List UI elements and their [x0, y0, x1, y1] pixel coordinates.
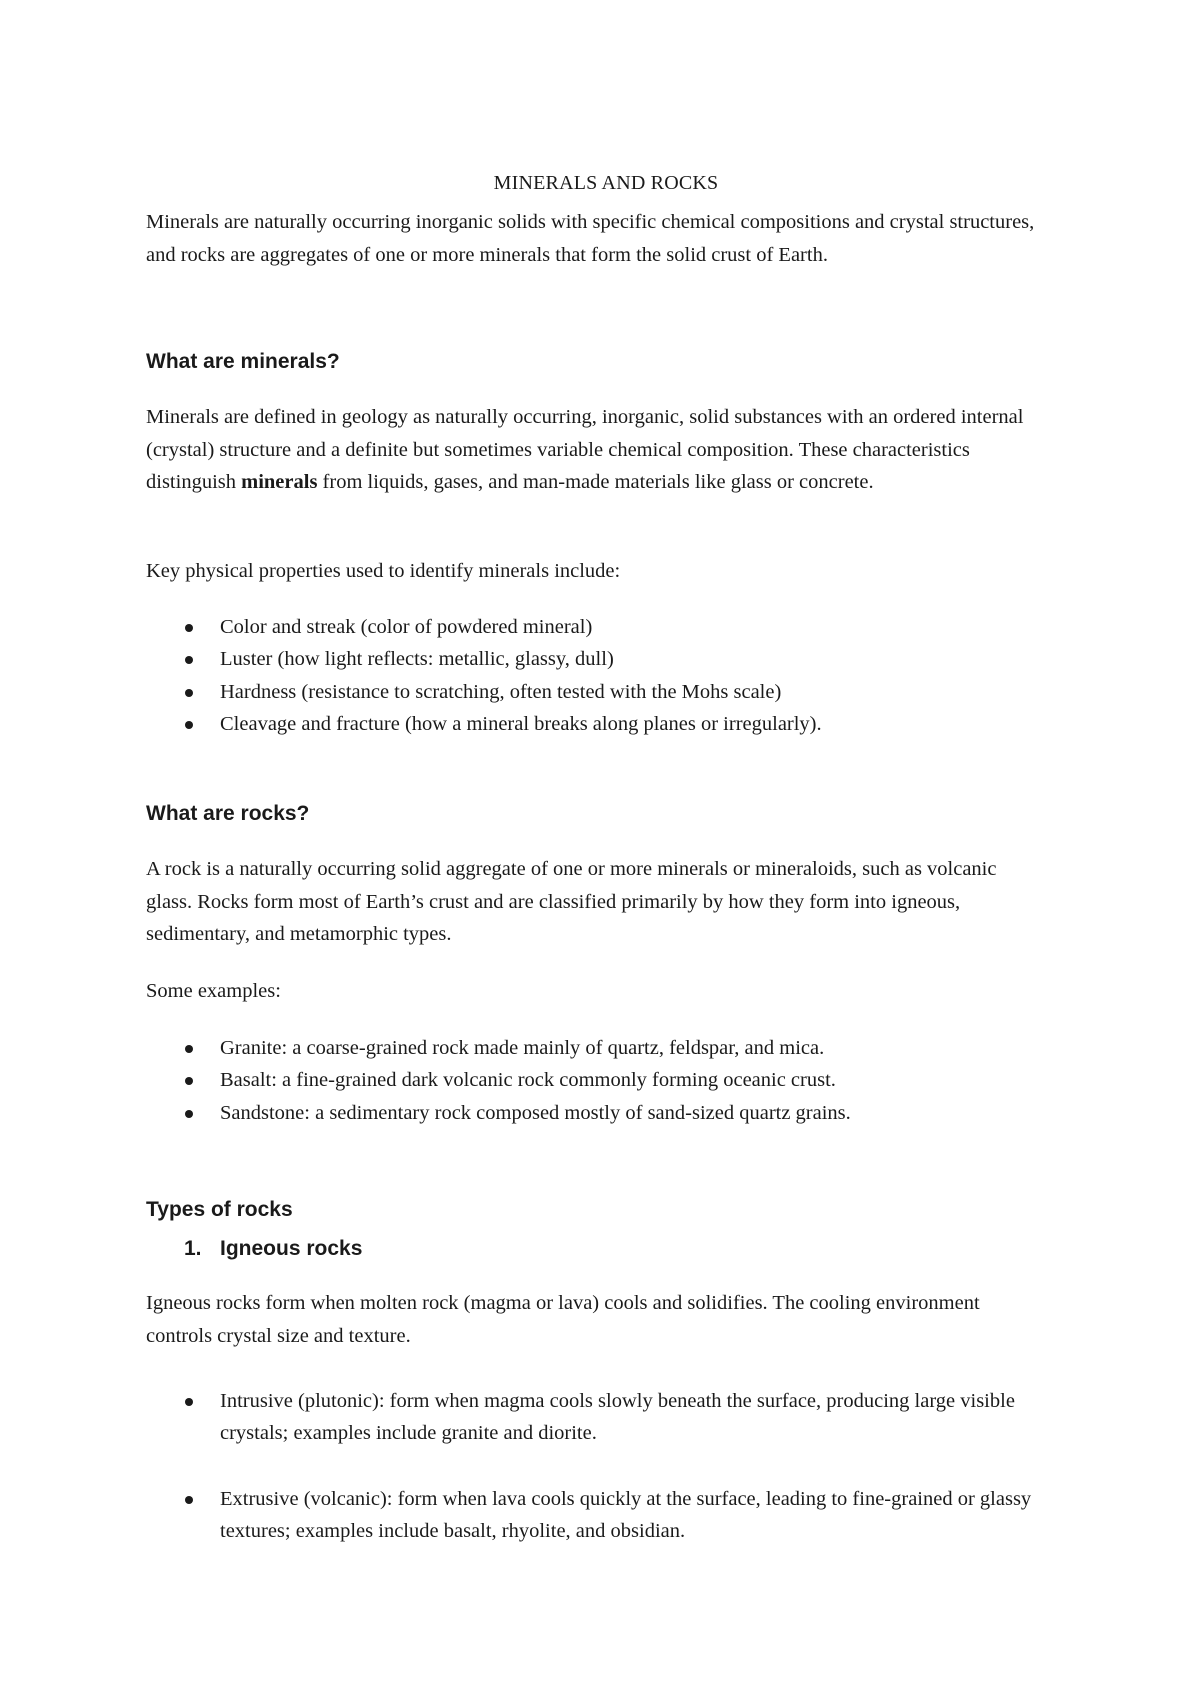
- list-item: [146, 1097, 1046, 1129]
- list-item: [146, 611, 1046, 643]
- igneous-paragraph: Igneous rocks form when molten rock (magma or lava) cools and solidifies. The cooling environment controls crystal size and texture.: [146, 1292, 980, 1347]
- list-item: [146, 708, 1046, 740]
- bullet-icon: [185, 656, 193, 664]
- igneous-title: Igneous rocks: [220, 1237, 363, 1260]
- bullet-icon: [185, 1077, 193, 1085]
- list-item: [146, 1064, 1046, 1096]
- minerals-definition-text-1: Minerals are defined in geology as naturally occurring, inorganic, solid substances with an ordered internal (crystal) structure and a definite but sometimes variable chemical composition. These characteristics distinguish: [146, 406, 1024, 493]
- list-item-text: Granite: a coarse-grained rock made mainly of quartz, feldspar, and mica.: [220, 1037, 825, 1059]
- list-item: [146, 1385, 1046, 1450]
- document-title: MINERALS AND ROCKS: [493, 172, 719, 194]
- list-item: [146, 1032, 1046, 1064]
- properties-intro: Key physical properties used to identify minerals include:: [146, 560, 621, 582]
- bullet-icon: [185, 1045, 193, 1053]
- minerals-definition-text-2: from liquids, gases, and man-made materials like glass or concrete.: [317, 471, 874, 493]
- list-item-text: Intrusive (plutonic): form when magma cools slowly beneath the surface, producing large visible crystals; examples include granite and diorite.: [220, 1390, 1015, 1445]
- igneous-subheading: [184, 1235, 362, 1263]
- bullet-icon: [185, 1496, 193, 1504]
- bullet-icon: [185, 721, 193, 729]
- mineral-properties-list: [146, 611, 1046, 740]
- intro-paragraph: Minerals are naturally occurring inorganic solids with specific chemical compositions and crystal structures, and rocks are aggregates of one or more minerals that form the solid crust of Earth.: [146, 211, 1035, 266]
- rock-examples-list: [146, 1032, 1046, 1129]
- igneous-types-list: [146, 1385, 1046, 1547]
- list-item-text: Luster (how light reflects: metallic, glassy, dull): [220, 648, 614, 671]
- rocks-definition-paragraph: A rock is a naturally occurring solid aggregate of one or more minerals or mineraloids, such as volcanic glass. Rocks form most of Earth’s crust and are classified primarily by how they form into igneous, sedimentary, and metamorphic types.: [146, 858, 997, 945]
- examples-intro: Some examples:: [146, 980, 281, 1002]
- minerals-bold-term: minerals: [241, 471, 318, 493]
- types-heading: Types of rocks: [146, 1198, 293, 1221]
- bullet-icon: [185, 689, 193, 697]
- list-item-text: Extrusive (volcanic): form when lava cools quickly at the surface, leading to fine-grained or glassy textures; examples include basalt, rhyolite, and obsidian.: [220, 1487, 1032, 1542]
- minerals-definition-paragraph: [146, 401, 1046, 499]
- list-item-text: Hardness (resistance to scratching, often tested with the Mohs scale): [220, 680, 782, 703]
- igneous-number: 1.: [184, 1237, 202, 1260]
- list-item-text: Sandstone: a sedimentary rock composed mostly of sand-sized quartz grains.: [220, 1101, 851, 1124]
- list-item: [146, 676, 1046, 708]
- minerals-heading: What are minerals?: [146, 350, 340, 373]
- bullet-icon: [185, 624, 193, 632]
- list-item: [146, 1483, 1046, 1548]
- rocks-heading: What are rocks?: [146, 802, 310, 825]
- list-item: [146, 643, 1046, 675]
- list-item-text: Color and streak (color of powdered mineral): [220, 616, 593, 638]
- bullet-icon: [185, 1398, 193, 1406]
- list-item-text: Basalt: a fine-grained dark volcanic rock commonly forming oceanic crust.: [220, 1069, 836, 1092]
- list-item-text: Cleavage and fracture (how a mineral breaks along planes or irregularly).: [220, 712, 822, 735]
- bullet-icon: [185, 1110, 193, 1118]
